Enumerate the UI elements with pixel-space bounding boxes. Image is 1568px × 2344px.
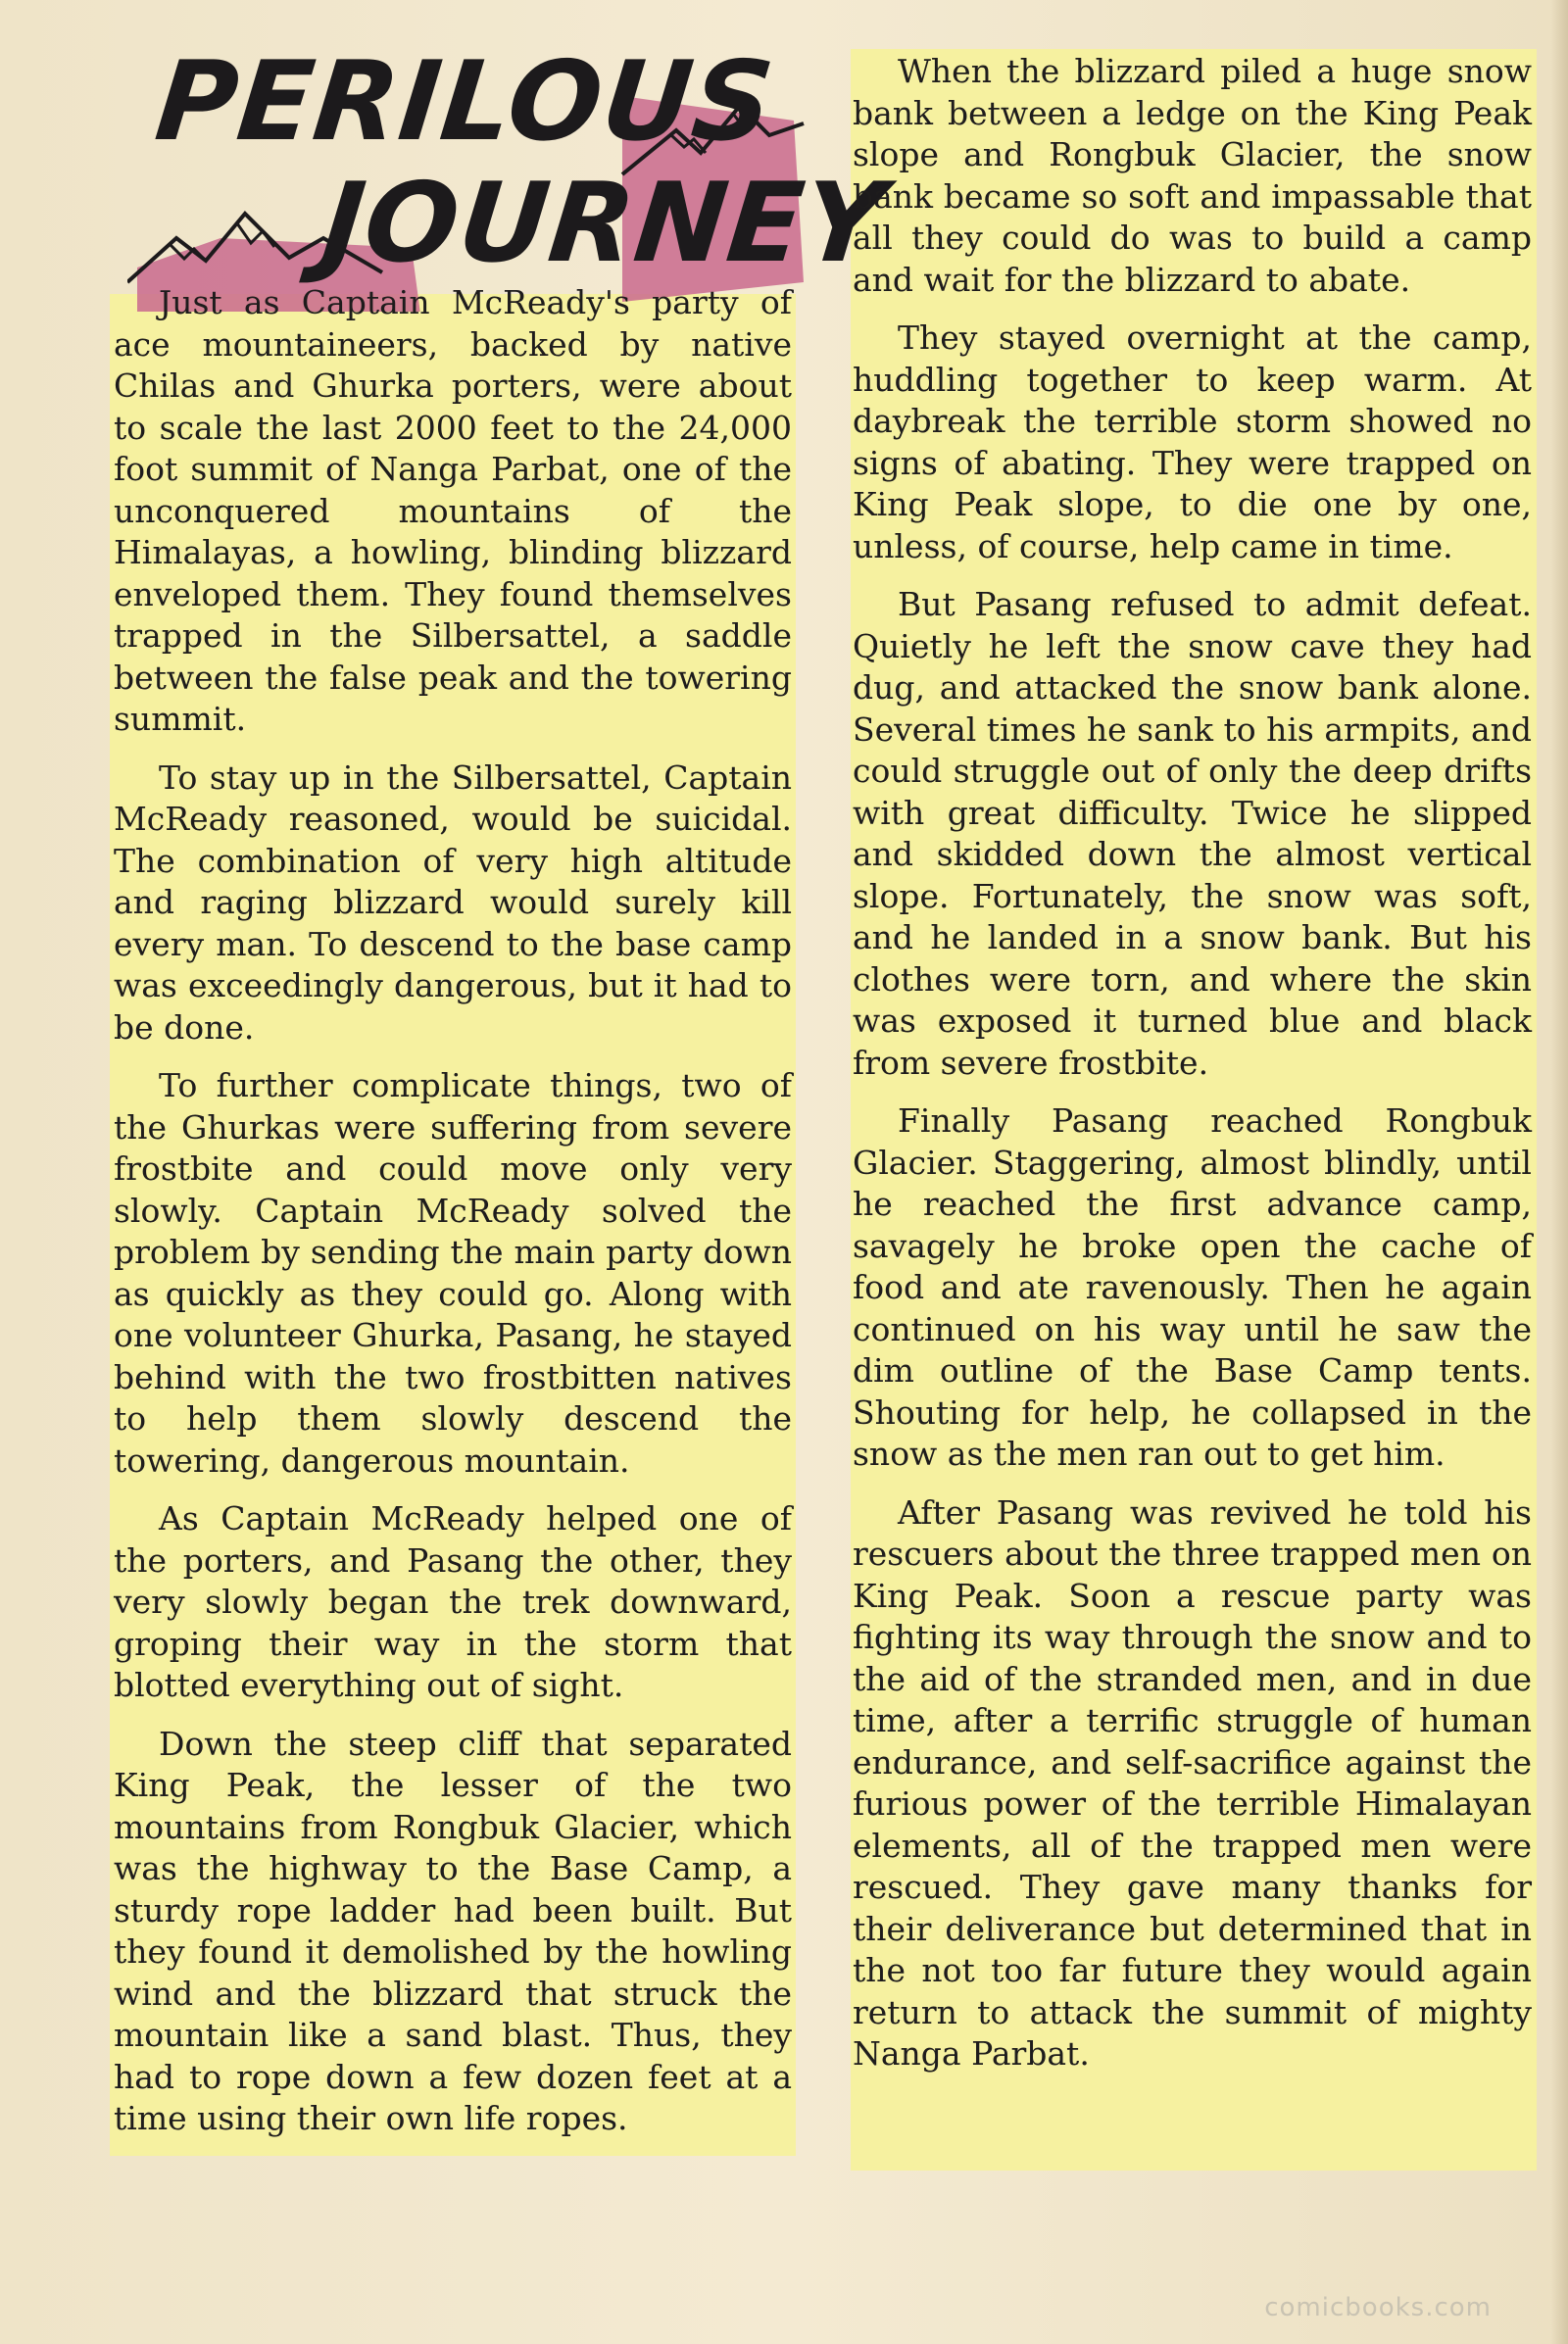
right-text-column [853, 51, 1532, 2092]
paragraph: To further complicate things, two of the Ghurkas were suffering from severe frostbite and could move only very slowly. Captain McReady solved the problem by sending the main party down as quickly as they could go. Along with one volunteer Ghurka, Pasang, he stayed behind with the two frostbitten natives to help them slowly descend the towering, dangerous mountain. [114, 1066, 792, 1480]
watermark: comicbooks.com [1264, 2293, 1492, 2322]
paragraph: Just as Captain McReady's party of ace mountaineers, backed by native Chilas and Ghurka porters, were about to scale the last 2000 feet to the 24,000 foot summit of Nanga Parbat, one of the unconquered mountains of the Himalayas, a howling, blinding blizzard enveloped them. They found themselves trapped in the Silbersattel, a saddle between the false peak and the towering summit. [114, 283, 792, 738]
title-line-perilous: PERILOUS [150, 38, 780, 166]
paragraph: As Captain McReady helped one of the porters, and Pasang the other, they very slowly began the trek downward, groping their way in the storm that blotted everything out of sight. [114, 1499, 792, 1704]
paragraph: Down the steep cliff that separated King Peak, the lesser of the two mountains from Rongbuk Glacier, which was the highway to the Base Camp, a sturdy rope ladder had been built. But they found it demolished by the howling wind and the blizzard that struck the mountain like a sand blast. Thus, they had to rope down a few dozen feet at a time using their own life ropes. [114, 1724, 792, 2137]
page-edge-shadow [1550, 0, 1568, 2344]
paragraph: Finally Pasang reached Rongbuk Glacier. Staggering, almost blindly, until he reached the first advance camp, savagely he broke open the cache of food and ate ravenously. Then he again continued on his way until he saw the dim outline of the Base Camp tents. Shouting for help, he collapsed in the snow as the men ran out to get him. [853, 1101, 1532, 1473]
paragraph: After Pasang was revived he told his rescuers about the three trapped men on King Peak. Soon a rescue party was fighting its way through the snow and to the aid of the stranded men, and in due time, after a terrific struggle of human endurance, and self-sacrifice against the furious power of the terrible Himalayan elements, all of the trapped men were rescued. They gave many thanks for their deliverance but determined that in the not too far future they would again return to attack the summit of mighty Nanga Parbat. [853, 1492, 1532, 2073]
paragraph: But Pasang refused to admit defeat. Quietly he left the snow cave they had dug, and attacked the snow bank alone. Several times he sank to his armpits, and could struggle out of only the deep drifts with great difficulty. Twice he slipped and skidded down the almost vertical slope. Fortunately, the snow was soft, and he landed in a snow bank. But his clothes were torn, and where the skin was exposed it turned blue and black from severe frostbite. [853, 585, 1532, 1082]
left-text-column [114, 282, 792, 2157]
title-line-journey: JOURNEY [317, 160, 892, 287]
paragraph: They stayed overnight at the camp, huddling together to keep warm. At daybreak the terrible storm showed no signs of abating. They were trapped on King Peak slope, to die one by one, unless, of course, help came in time. [853, 318, 1532, 565]
paragraph: To stay up in the Silbersattel, Captain McReady reasoned, would be suicidal. The combination of very high altitude and raging blizzard would surely kill every man. To descend to the base camp was exceedingly dangerous, but it had to be done. [114, 757, 792, 1047]
title-block [127, 37, 892, 312]
paragraph: When the blizzard piled a huge snow bank between a ledge on the King Peak slope and Rongbuk Glacier, the snow bank became so soft and impassable that all they could do was to build a camp and wait for the blizzard to abate. [853, 52, 1532, 299]
